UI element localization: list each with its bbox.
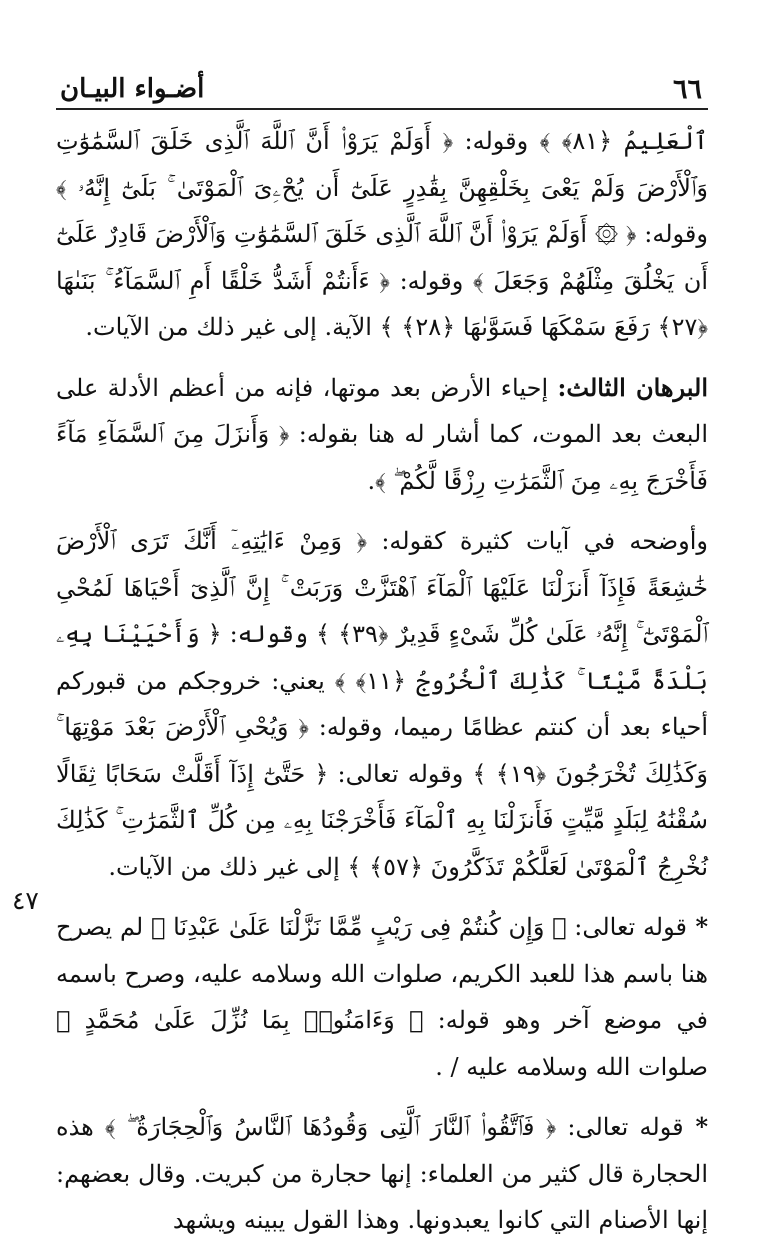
- paragraph-text: قوله تعالى: ﴿ فَٱتَّقُوا۟ ٱلنَّارَ ٱلَّتِى وَقُودُهَا ٱلنَّاسُ وَٱلْحِجَارَةُ ۖ ﴾ هذه الحجارة قال كثير من العلماء: إنها حجارة من كبريت. وقال بعضهم: إنها الأصنام التي كانوا يعبدونها. وهذا القول يبينه ويشهد: [56, 1113, 708, 1234]
- paragraph-lead-heading: البرهان الثالث:: [557, 372, 709, 402]
- page-header: [56, 72, 708, 110]
- paragraph-text: قوله تعالى: ﴿ وَإِن كُنتُمْ فِى رَيْبٍ مِّمَّا نَزَّلْنَا عَلَىٰ عَبْدِنَا ﴾ لم يصرح هنا باسم هذا للعبد الكريم، صلوات الله وسلامه عليه، وصرح باسمه في موضع آخر وهو قوله: ﴿ وَءَامَنُوا۟ بِمَا نُزِّلَ عَلَىٰ مُحَمَّدٍ ﴾ صلوات الله وسلامه عليه / .: [56, 913, 708, 1081]
- margin-page-reference: ٤٧: [12, 886, 39, 915]
- star-marker: *: [683, 1112, 708, 1141]
- star-marker: *: [687, 912, 708, 941]
- paragraph-servant-verse: [56, 904, 708, 1090]
- paragraph-text: ٱلْعَلِيمُ ﴿٨١﴾ ﴾ وقوله: ﴿ أَوَلَمْ يَرَوْا۟ أَنَّ ٱللَّهَ ٱلَّذِى خَلَقَ ٱلسَّمَٰوَٰتِ وَٱلْأَرْضَ وَلَمْ يَعْىَ بِخَلْقِهِنَّ بِقَٰدِرٍ عَلَىٰٓ أَن يُحْۦِىَ ٱلْمَوْتَىٰ ۚ بَلَىٰٓ إِنَّهُۥ ﴾ وقوله: ﴿ ۞ أَوَلَمْ يَرَوْا۟ أَنَّ ٱللَّهَ ٱلَّذِى خَلَقَ ٱلسَّمَٰوَٰتِ وَٱلْأَرْضَ قَادِرٌ عَلَىٰٓ أَن يَخْلُقَ مِثْلَهُمْ وَجَعَلَ ﴾ وقوله: ﴿ ءَأَنتُمْ أَشَدُّ خَلْقًا أَمِ ٱلسَّمَآءُ ۚ بَنَىٰهَا ﴿٢٧﴾ رَفَعَ سَمْكَهَا فَسَوَّىٰهَا ﴿٢٨﴾ ﴾ الآية. إلى غير ذلك من الآيات.: [56, 127, 708, 341]
- paragraph-fire-verse: [56, 1104, 708, 1244]
- paragraph-verses-creation: [56, 118, 708, 351]
- paragraph-third-proof: [56, 365, 708, 505]
- paragraph-revival-verses: [56, 518, 708, 890]
- page-body: [56, 118, 708, 1244]
- paragraph-text: إحياء الأرض بعد موتها، فإنه من أعظم الأدلة على البعث بعد الموت، كما أشار له هنا بقوله: ﴿ وَأَنزَلَ مِنَ ٱلسَّمَآءِ مَآءً فَأَخْرَجَ بِهِۦ مِنَ ٱلثَّمَرَٰتِ رِزْقًا لَّكُمْ ۖ ﴾.: [56, 373, 708, 495]
- page-number: ٦٦: [672, 74, 702, 105]
- paragraph-text: وأوضحه في آيات كثيرة كقوله: ﴿ وَمِنْ ءَايَٰتِهِۦٓ أَنَّكَ تَرَى ٱلْأَرْضَ خَٰشِعَةً فَإِذَآ أَنزَلْنَا عَلَيْهَا ٱلْمَآءَ ٱهْتَزَّتْ وَرَبَتْ ۚ إِنَّ ٱلَّذِىٓ أَحْيَاهَا لَمُحْىِ ٱلْمَوْتَىٰٓ ۚ إِنَّهُۥ عَلَىٰ كُلِّ شَىْءٍ قَدِيرٌ ﴿٣٩﴾ ﴾ وقوله: ﴿ وَأَحْيَيْنَا بِهِۦ بَلْدَةً مَّيْتًا ۚ كَذَٰلِكَ ٱلْخُرُوجُ ﴿١١﴾ ﴾ يعني: خروجكم من قبوركم أحياء بعد أن كنتم عظامًا رميما، وقوله: ﴿ وَيُحْىِ ٱلْأَرْضَ بَعْدَ مَوْتِهَا ۚ وَكَذَٰلِكَ تُخْرَجُونَ ﴿١٩﴾ ﴾ وقوله تعالى: ﴿ حَتَّىٰٓ إِذَآ أَقَلَّتْ سَحَابًا ثِقَالًا سُقْنَٰهُ لِبَلَدٍ مَّيِّتٍ فَأَنزَلْنَا بِهِ ٱلْمَآءَ فَأَخْرَجْنَا بِهِۦ مِن كُلِّ ٱلثَّمَرَٰتِ ۚ كَذَٰلِكَ نُخْرِجُ ٱلْمَوْتَىٰ لَعَلَّكُمْ تَذَكَّرُونَ ﴿٥٧﴾ ﴾ إلى غير ذلك من الآيات.: [56, 527, 708, 881]
- running-title: أضـواء البيـان: [60, 74, 205, 104]
